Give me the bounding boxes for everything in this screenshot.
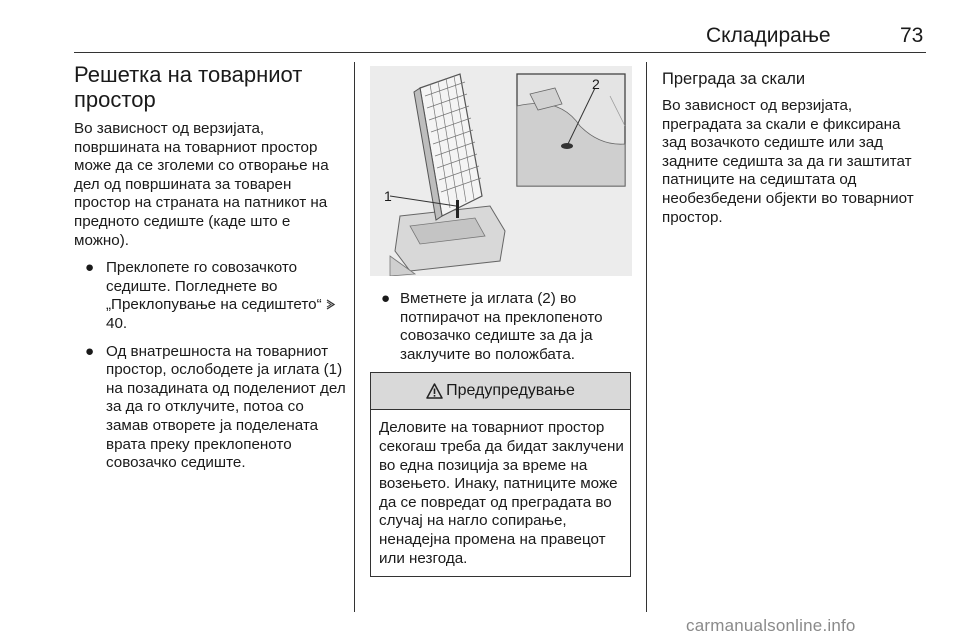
warning-triangle-icon — [426, 383, 443, 399]
watermark: carmanualsonline.info — [686, 616, 856, 635]
warning-box — [370, 372, 631, 577]
column-divider-right — [646, 62, 647, 612]
warning-title: Предупредување — [446, 382, 575, 400]
intro-paragraph: Во зависност од верзијата, површината на товарниот простор може да се зголеми со отворање на дел од површината за товарен простор на страната на патникот на предното седиште (каде што е можно). — [74, 120, 329, 249]
illustration-drawing — [370, 66, 632, 276]
bullet-icon: ● — [85, 342, 95, 360]
bullet-text-post: 40. — [106, 314, 128, 332]
bullet-icon: ● — [85, 259, 95, 277]
cargo-grille-illustration — [370, 66, 632, 276]
header-title: Складирање — [706, 24, 831, 47]
bullet-text: Од внатрешноста на товарниот простор, ослободете ја иглата (1) на позадината од поделениот дел за да го отклучите, потоа со замав отворете ја поделената врата преку преклопеното совозачко седиште. — [106, 342, 346, 472]
middle-column — [370, 66, 632, 577]
bullet-text: Вметнете ја иглата (2) во потпирачот на преклопеното совозачко седиште за да ја заклучите во положбата. — [400, 290, 603, 363]
section-title: Решетка на товарниот простор — [74, 62, 303, 112]
figure-label-2: 2 — [592, 76, 600, 92]
page-reference-icon — [326, 299, 336, 310]
list-item — [370, 290, 632, 364]
header-rule — [74, 52, 926, 53]
left-column — [74, 62, 348, 473]
page-number: 73 — [900, 24, 924, 47]
bullet-text-pre: Преклопете го совозачкото седиште. Погледнете во „Преклопување на седиштето“ — [106, 259, 326, 314]
column-divider-left — [354, 62, 355, 612]
warning-header — [371, 373, 630, 410]
right-paragraph: Во зависност од верзијата, преградата за скали е фиксирана зад возачкото седиште или зад задните седишта за да ги заштитат патниците на седиштата од необезбедени објекти во товарниот простор. — [662, 97, 914, 226]
list-item — [74, 259, 348, 333]
bullet-icon: ● — [381, 290, 391, 307]
subsection-title: Преграда за скали — [662, 70, 806, 88]
right-column — [662, 70, 924, 227]
figure-label-1: 1 — [384, 188, 392, 204]
list-item — [74, 343, 348, 473]
warning-text: Деловите на товарниот простор секогаш треба да бидат заклучени во една позиција за време на возењето. Инаку, патниците може да се повредат од преградата во случај на нагло сопирање, ненадејна промена на правецот или незгода. — [379, 419, 624, 567]
